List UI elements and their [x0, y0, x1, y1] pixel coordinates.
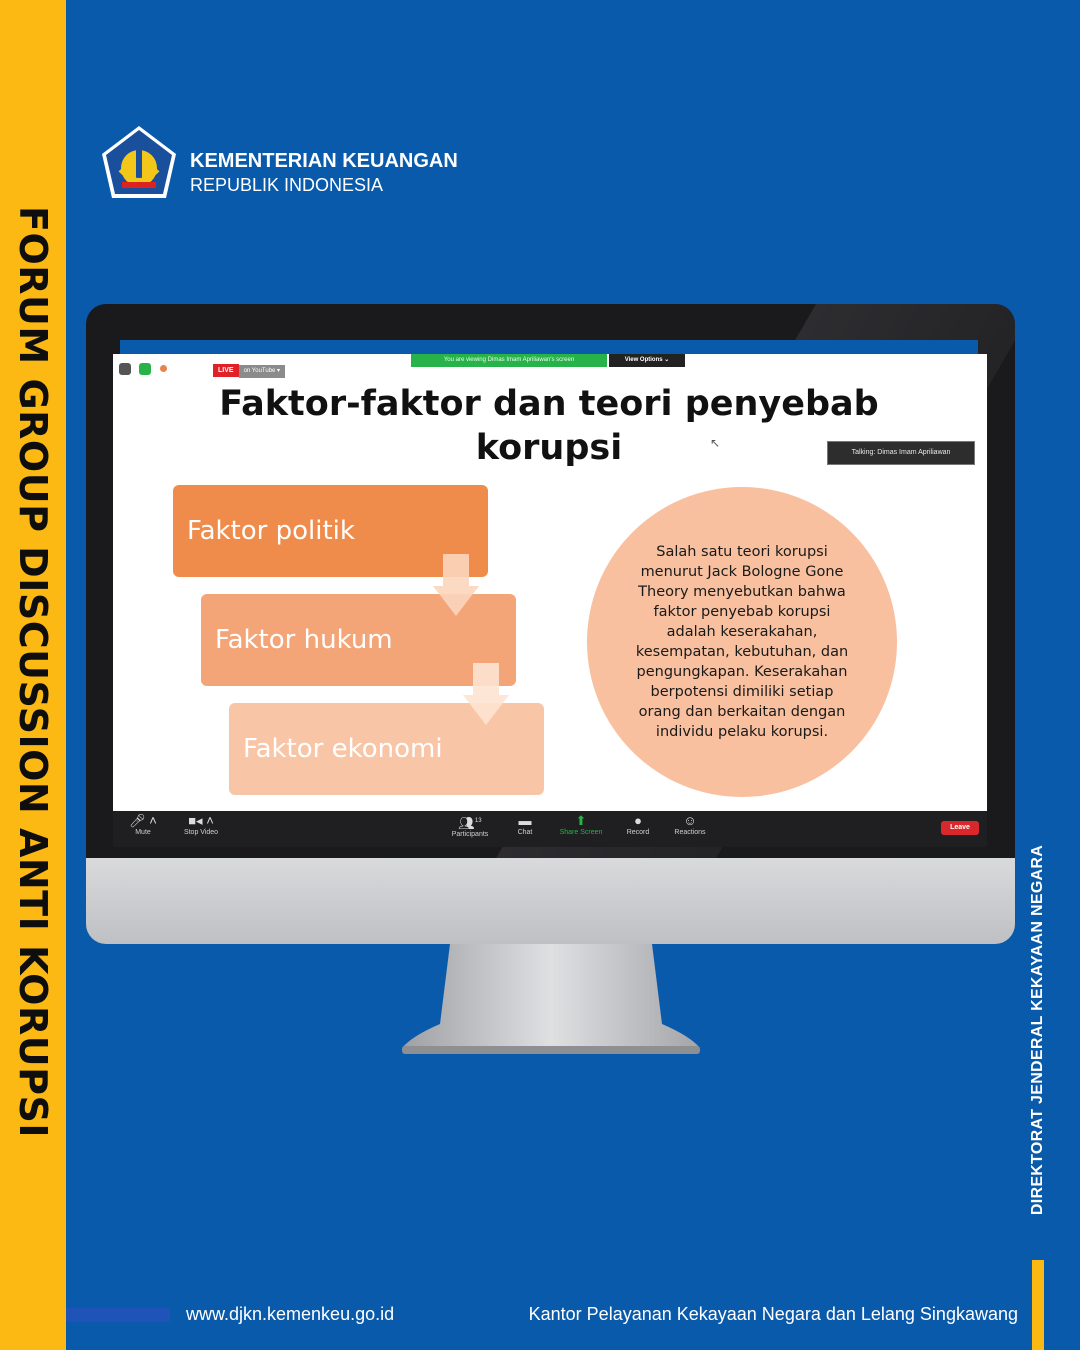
kemenkeu-logo-icon	[100, 124, 178, 200]
security-shield-icon[interactable]	[139, 363, 151, 375]
down-arrow-icon	[433, 554, 479, 616]
chat-icon: ▬	[518, 813, 532, 828]
record-button[interactable]	[608, 813, 668, 836]
reactions-label: Reactions	[674, 829, 706, 836]
theory-text-line: Theory menyebutkan bahwa	[638, 584, 846, 600]
right-accent-bar	[1032, 1260, 1044, 1350]
vertical-title: FORUM GROUP DISCUSSION ANTI KORUPSI	[11, 206, 55, 1138]
stop-video-button[interactable]	[171, 813, 231, 836]
live-label: LIVE	[213, 364, 239, 377]
box-faktor-ekonomi: Faktor ekonomi	[229, 703, 544, 795]
theory-text-line: pengungkapan. Keserakahan	[636, 664, 848, 680]
box-faktor-politik: Faktor politik	[173, 485, 488, 577]
directorate-name: DIREKTORAT JENDERAL KEKAYAAN NEGARA	[1029, 844, 1046, 1216]
participants-icon: 👥︎$^{13}$	[458, 815, 482, 831]
mute-label: Mute	[135, 829, 151, 836]
live-indicator[interactable]	[213, 359, 285, 372]
live-platform[interactable]: on YouTube ▾	[239, 365, 286, 378]
meeting-toolbar	[113, 811, 987, 847]
shared-screen	[113, 354, 987, 811]
box-faktor-hukum: Faktor hukum	[201, 594, 516, 686]
viewing-banner: You are viewing Dimas Imam Apriliawan's screen	[411, 354, 607, 367]
website-link[interactable]: www.djkn.kemenkeu.go.id	[186, 1304, 395, 1324]
monitor-stand	[400, 944, 702, 1056]
leave-button[interactable]: Leave	[941, 821, 979, 835]
theory-text-line: orang dan berkaitan dengan	[638, 704, 846, 720]
theory-text	[627, 542, 857, 742]
video-camera-icon: ■◂ ˄	[188, 813, 214, 828]
left-sidebar	[0, 0, 66, 1350]
participants-label: Participants	[451, 831, 489, 839]
record-icon: ●	[634, 813, 642, 828]
ministry-name: KEMENTERIAN KEUANGAN	[190, 150, 458, 172]
participants-count: 13	[474, 818, 482, 824]
theory-text-line: faktor penyebab korupsi	[653, 604, 831, 620]
theory-text-line: adalah keserakahan,	[666, 624, 818, 640]
office-name: Kantor Pelayanan Kekayaan Negara dan Lelang Singkawang	[528, 1304, 1018, 1324]
ministry-country: REPUBLIK INDONESIA	[190, 175, 384, 195]
theory-text-line: berpotensi dimiliki setiap	[650, 684, 834, 700]
recording-dot-icon	[160, 365, 167, 372]
info-icon[interactable]	[119, 363, 131, 375]
theory-circle	[587, 487, 897, 797]
view-options-button[interactable]: View Options ⌄	[609, 354, 685, 367]
footer-accent-bar	[66, 1308, 170, 1322]
theory-text-line: individu pelaku korupsi.	[655, 724, 829, 740]
reactions-button[interactable]	[660, 813, 720, 836]
slide-title	[173, 382, 925, 470]
theory-text-line: kesempatan, kebutuhan, dan	[635, 644, 849, 660]
down-arrow-icon	[463, 663, 509, 725]
slide-title-line1: Faktor-faktor dan teori penyebab	[219, 384, 879, 424]
microphone-icon: 🎤︎ ˄	[129, 813, 157, 828]
record-label: Record	[626, 829, 650, 836]
chat-button[interactable]	[495, 813, 555, 836]
talking-indicator: Talking: Dimas Imam Apriliawan	[827, 441, 975, 465]
share-screen-icon: ⬆︎	[575, 813, 587, 828]
slide-title-line2: korupsi	[475, 428, 623, 468]
stop-video-label: Stop Video	[183, 829, 219, 836]
chat-label: Chat	[517, 829, 533, 836]
share-screen-label: Share Screen	[559, 829, 603, 836]
participants-button[interactable]	[440, 813, 500, 838]
screen-top-strip	[120, 340, 978, 354]
monitor-chin	[86, 858, 1015, 944]
reactions-icon: ☺	[683, 813, 697, 828]
share-screen-button[interactable]	[551, 813, 611, 836]
theory-text-line: menurut Jack Bologne Gone	[640, 564, 844, 580]
meeting-status-icons	[119, 360, 171, 378]
mouse-cursor-icon: ↖	[710, 436, 721, 450]
mute-button[interactable]	[113, 813, 173, 836]
theory-text-line: Salah satu teori korupsi	[656, 544, 828, 560]
